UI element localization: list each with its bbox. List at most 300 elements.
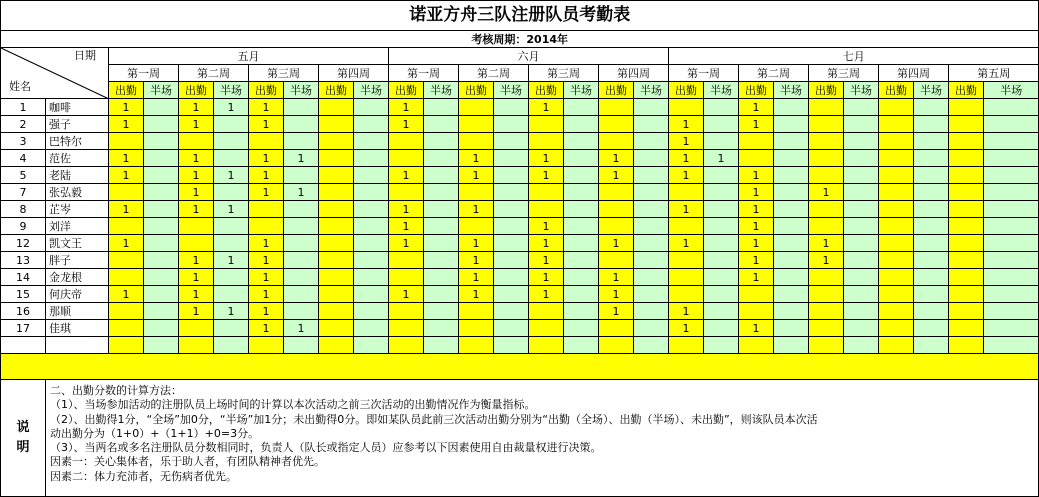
- half-cell[interactable]: [144, 320, 179, 337]
- half-cell[interactable]: [984, 167, 1039, 184]
- attend-cell[interactable]: 1: [179, 286, 214, 303]
- half-cell[interactable]: [704, 337, 739, 354]
- half-cell[interactable]: [144, 269, 179, 286]
- attend-cell[interactable]: [319, 235, 354, 252]
- half-cell[interactable]: [144, 303, 179, 320]
- half-cell[interactable]: [284, 116, 319, 133]
- attend-cell[interactable]: [179, 133, 214, 150]
- half-cell[interactable]: [284, 235, 319, 252]
- half-cell[interactable]: [214, 337, 249, 354]
- attend-cell[interactable]: [459, 303, 494, 320]
- half-cell[interactable]: [984, 99, 1039, 116]
- attend-cell[interactable]: 1: [669, 235, 704, 252]
- attend-cell[interactable]: 1: [669, 116, 704, 133]
- half-cell[interactable]: [634, 99, 669, 116]
- attend-cell[interactable]: 1: [249, 286, 284, 303]
- half-cell[interactable]: [354, 218, 389, 235]
- half-cell[interactable]: [564, 303, 599, 320]
- attend-cell[interactable]: [529, 201, 564, 218]
- half-cell[interactable]: [914, 201, 949, 218]
- attend-cell[interactable]: 1: [599, 303, 634, 320]
- attend-cell[interactable]: 1: [529, 150, 564, 167]
- half-cell[interactable]: [984, 184, 1039, 201]
- attend-cell[interactable]: [739, 150, 774, 167]
- attend-cell[interactable]: [459, 133, 494, 150]
- attend-cell[interactable]: 1: [529, 99, 564, 116]
- half-cell[interactable]: [774, 133, 809, 150]
- attend-cell[interactable]: 1: [669, 133, 704, 150]
- half-cell[interactable]: [774, 99, 809, 116]
- attend-cell[interactable]: 1: [389, 116, 424, 133]
- half-cell[interactable]: [284, 167, 319, 184]
- half-cell[interactable]: [914, 116, 949, 133]
- attend-cell[interactable]: [809, 269, 844, 286]
- half-cell[interactable]: [984, 286, 1039, 303]
- attend-cell[interactable]: [669, 184, 704, 201]
- attend-cell[interactable]: [109, 320, 144, 337]
- attend-cell[interactable]: 1: [179, 184, 214, 201]
- attend-cell[interactable]: 1: [109, 286, 144, 303]
- attend-cell[interactable]: [949, 184, 984, 201]
- half-cell[interactable]: [704, 320, 739, 337]
- half-cell[interactable]: [984, 133, 1039, 150]
- attend-cell[interactable]: [949, 286, 984, 303]
- half-cell[interactable]: [424, 303, 459, 320]
- attend-cell[interactable]: [599, 201, 634, 218]
- attend-cell[interactable]: [879, 320, 914, 337]
- attend-cell[interactable]: 1: [109, 99, 144, 116]
- half-cell[interactable]: [844, 235, 879, 252]
- half-cell[interactable]: [354, 201, 389, 218]
- attend-cell[interactable]: [109, 252, 144, 269]
- attend-cell[interactable]: [669, 252, 704, 269]
- attend-cell[interactable]: [879, 116, 914, 133]
- half-cell[interactable]: [494, 286, 529, 303]
- half-cell[interactable]: [144, 133, 179, 150]
- half-cell[interactable]: [774, 167, 809, 184]
- half-cell[interactable]: [704, 201, 739, 218]
- attend-cell[interactable]: 1: [459, 201, 494, 218]
- attend-cell[interactable]: [949, 150, 984, 167]
- half-cell[interactable]: [284, 269, 319, 286]
- half-cell[interactable]: 1: [214, 167, 249, 184]
- attend-cell[interactable]: [949, 252, 984, 269]
- half-cell[interactable]: [984, 201, 1039, 218]
- half-cell[interactable]: [704, 303, 739, 320]
- attend-cell[interactable]: [319, 320, 354, 337]
- half-cell[interactable]: [354, 150, 389, 167]
- half-cell[interactable]: [844, 116, 879, 133]
- half-cell[interactable]: [914, 269, 949, 286]
- attend-cell[interactable]: 1: [389, 201, 424, 218]
- attend-cell[interactable]: [949, 337, 984, 354]
- half-cell[interactable]: [354, 337, 389, 354]
- half-cell[interactable]: [214, 116, 249, 133]
- half-cell[interactable]: [634, 150, 669, 167]
- half-cell[interactable]: [494, 201, 529, 218]
- attend-cell[interactable]: 1: [389, 99, 424, 116]
- attend-cell[interactable]: 1: [599, 150, 634, 167]
- half-cell[interactable]: [564, 167, 599, 184]
- attend-cell[interactable]: 1: [249, 252, 284, 269]
- attend-cell[interactable]: [599, 218, 634, 235]
- attend-cell[interactable]: 1: [459, 286, 494, 303]
- attend-cell[interactable]: [669, 99, 704, 116]
- attend-cell[interactable]: [879, 252, 914, 269]
- half-cell[interactable]: [564, 269, 599, 286]
- attend-cell[interactable]: [319, 133, 354, 150]
- attend-cell[interactable]: 1: [669, 320, 704, 337]
- half-cell[interactable]: [424, 218, 459, 235]
- half-cell[interactable]: [844, 201, 879, 218]
- attend-cell[interactable]: 1: [599, 269, 634, 286]
- half-cell[interactable]: [144, 218, 179, 235]
- attend-cell[interactable]: [179, 337, 214, 354]
- half-cell[interactable]: [144, 167, 179, 184]
- attend-cell[interactable]: 1: [249, 269, 284, 286]
- attend-cell[interactable]: [809, 320, 844, 337]
- attend-cell[interactable]: 1: [739, 269, 774, 286]
- half-cell[interactable]: [144, 99, 179, 116]
- attend-cell[interactable]: 1: [669, 167, 704, 184]
- half-cell[interactable]: [144, 116, 179, 133]
- attend-cell[interactable]: 1: [179, 99, 214, 116]
- attend-cell[interactable]: [879, 269, 914, 286]
- attend-cell[interactable]: 1: [459, 235, 494, 252]
- attend-cell[interactable]: 1: [669, 201, 704, 218]
- half-cell[interactable]: [914, 303, 949, 320]
- attend-cell[interactable]: 1: [249, 184, 284, 201]
- half-cell[interactable]: [214, 235, 249, 252]
- half-cell[interactable]: [634, 320, 669, 337]
- half-cell[interactable]: [494, 133, 529, 150]
- half-cell[interactable]: [494, 269, 529, 286]
- half-cell[interactable]: [774, 252, 809, 269]
- half-cell[interactable]: [704, 286, 739, 303]
- attend-cell[interactable]: [179, 235, 214, 252]
- half-cell[interactable]: [354, 269, 389, 286]
- half-cell[interactable]: [634, 252, 669, 269]
- attend-cell[interactable]: 1: [739, 99, 774, 116]
- attend-cell[interactable]: [529, 116, 564, 133]
- half-cell[interactable]: [284, 303, 319, 320]
- half-cell[interactable]: [144, 252, 179, 269]
- half-cell[interactable]: [284, 99, 319, 116]
- half-cell[interactable]: [634, 116, 669, 133]
- half-cell[interactable]: [564, 150, 599, 167]
- attend-cell[interactable]: [669, 269, 704, 286]
- half-cell[interactable]: [914, 167, 949, 184]
- attend-cell[interactable]: [109, 303, 144, 320]
- attend-cell[interactable]: [319, 201, 354, 218]
- half-cell[interactable]: [774, 303, 809, 320]
- attend-cell[interactable]: [879, 150, 914, 167]
- attend-cell[interactable]: 1: [389, 286, 424, 303]
- attend-cell[interactable]: [809, 218, 844, 235]
- attend-cell[interactable]: 1: [249, 320, 284, 337]
- attend-cell[interactable]: 1: [249, 99, 284, 116]
- attend-cell[interactable]: 1: [599, 235, 634, 252]
- half-cell[interactable]: [774, 269, 809, 286]
- attend-cell[interactable]: [319, 269, 354, 286]
- half-cell[interactable]: [914, 286, 949, 303]
- attend-cell[interactable]: [809, 286, 844, 303]
- half-cell[interactable]: [424, 235, 459, 252]
- attend-cell[interactable]: 1: [809, 184, 844, 201]
- attend-cell[interactable]: [739, 337, 774, 354]
- half-cell[interactable]: [704, 99, 739, 116]
- attend-cell[interactable]: 1: [459, 167, 494, 184]
- half-cell[interactable]: [634, 167, 669, 184]
- attend-cell[interactable]: [529, 337, 564, 354]
- attend-cell[interactable]: 1: [389, 167, 424, 184]
- half-cell[interactable]: [704, 133, 739, 150]
- half-cell[interactable]: 1: [214, 303, 249, 320]
- half-cell[interactable]: [564, 184, 599, 201]
- attend-cell[interactable]: [879, 337, 914, 354]
- half-cell[interactable]: [704, 167, 739, 184]
- half-cell[interactable]: [704, 252, 739, 269]
- half-cell[interactable]: [844, 320, 879, 337]
- half-cell[interactable]: [214, 269, 249, 286]
- half-cell[interactable]: [424, 167, 459, 184]
- attend-cell[interactable]: [599, 252, 634, 269]
- attend-cell[interactable]: 1: [599, 286, 634, 303]
- attend-cell[interactable]: [109, 269, 144, 286]
- attend-cell[interactable]: [109, 184, 144, 201]
- half-cell[interactable]: [494, 337, 529, 354]
- attend-cell[interactable]: 1: [109, 116, 144, 133]
- attend-cell[interactable]: 1: [179, 116, 214, 133]
- half-cell[interactable]: [354, 286, 389, 303]
- attend-cell[interactable]: [319, 337, 354, 354]
- half-cell[interactable]: [564, 201, 599, 218]
- half-cell[interactable]: [354, 167, 389, 184]
- half-cell[interactable]: [214, 150, 249, 167]
- half-cell[interactable]: [984, 303, 1039, 320]
- attend-cell[interactable]: [739, 133, 774, 150]
- half-cell[interactable]: [284, 201, 319, 218]
- half-cell[interactable]: [144, 201, 179, 218]
- attend-cell[interactable]: [599, 133, 634, 150]
- attend-cell[interactable]: [599, 116, 634, 133]
- half-cell[interactable]: [844, 303, 879, 320]
- attend-cell[interactable]: [459, 218, 494, 235]
- attend-cell[interactable]: [319, 116, 354, 133]
- attend-cell[interactable]: [319, 286, 354, 303]
- attend-cell[interactable]: [879, 167, 914, 184]
- attend-cell[interactable]: 1: [179, 150, 214, 167]
- attend-cell[interactable]: 1: [529, 218, 564, 235]
- half-cell[interactable]: [984, 252, 1039, 269]
- half-cell[interactable]: [424, 269, 459, 286]
- attend-cell[interactable]: [459, 184, 494, 201]
- attend-cell[interactable]: [949, 116, 984, 133]
- attend-cell[interactable]: [319, 218, 354, 235]
- half-cell[interactable]: [494, 184, 529, 201]
- half-cell[interactable]: [914, 320, 949, 337]
- half-cell[interactable]: [564, 337, 599, 354]
- attend-cell[interactable]: [809, 201, 844, 218]
- half-cell[interactable]: [634, 303, 669, 320]
- half-cell[interactable]: [564, 116, 599, 133]
- half-cell[interactable]: [984, 235, 1039, 252]
- attend-cell[interactable]: 1: [739, 167, 774, 184]
- half-cell[interactable]: [704, 235, 739, 252]
- attend-cell[interactable]: [879, 99, 914, 116]
- attend-cell[interactable]: 1: [249, 303, 284, 320]
- attend-cell[interactable]: [529, 320, 564, 337]
- half-cell[interactable]: [424, 286, 459, 303]
- half-cell[interactable]: [704, 269, 739, 286]
- half-cell[interactable]: [844, 252, 879, 269]
- half-cell[interactable]: [774, 150, 809, 167]
- attend-cell[interactable]: 1: [739, 320, 774, 337]
- half-cell[interactable]: [284, 252, 319, 269]
- half-cell[interactable]: [494, 99, 529, 116]
- attend-cell[interactable]: [389, 184, 424, 201]
- half-cell[interactable]: [634, 218, 669, 235]
- attend-cell[interactable]: 1: [809, 252, 844, 269]
- attend-cell[interactable]: 1: [669, 150, 704, 167]
- half-cell[interactable]: [354, 320, 389, 337]
- half-cell[interactable]: [214, 320, 249, 337]
- half-cell[interactable]: [354, 235, 389, 252]
- half-cell[interactable]: [564, 99, 599, 116]
- attend-cell[interactable]: 1: [459, 150, 494, 167]
- attend-cell[interactable]: [389, 150, 424, 167]
- attend-cell[interactable]: [879, 286, 914, 303]
- half-cell[interactable]: [844, 286, 879, 303]
- attend-cell[interactable]: [179, 320, 214, 337]
- half-cell[interactable]: [914, 133, 949, 150]
- attend-cell[interactable]: [669, 337, 704, 354]
- half-cell[interactable]: [774, 337, 809, 354]
- half-cell[interactable]: [144, 184, 179, 201]
- attend-cell[interactable]: 1: [249, 116, 284, 133]
- half-cell[interactable]: [634, 337, 669, 354]
- half-cell[interactable]: [564, 252, 599, 269]
- half-cell[interactable]: [564, 235, 599, 252]
- attend-cell[interactable]: [389, 269, 424, 286]
- half-cell[interactable]: [704, 218, 739, 235]
- half-cell[interactable]: [704, 116, 739, 133]
- attend-cell[interactable]: [319, 252, 354, 269]
- half-cell[interactable]: [774, 286, 809, 303]
- attend-cell[interactable]: [949, 218, 984, 235]
- attend-cell[interactable]: [249, 337, 284, 354]
- half-cell[interactable]: [844, 184, 879, 201]
- half-cell[interactable]: 1: [214, 252, 249, 269]
- attend-cell[interactable]: [949, 235, 984, 252]
- attend-cell[interactable]: [459, 116, 494, 133]
- half-cell[interactable]: [914, 184, 949, 201]
- attend-cell[interactable]: 1: [179, 252, 214, 269]
- half-cell[interactable]: [494, 303, 529, 320]
- attend-cell[interactable]: 1: [179, 269, 214, 286]
- attend-cell[interactable]: [809, 99, 844, 116]
- half-cell[interactable]: [354, 252, 389, 269]
- half-cell[interactable]: [564, 133, 599, 150]
- half-cell[interactable]: 1: [214, 99, 249, 116]
- half-cell[interactable]: [914, 218, 949, 235]
- half-cell[interactable]: 1: [214, 201, 249, 218]
- half-cell[interactable]: [214, 218, 249, 235]
- attend-cell[interactable]: [319, 150, 354, 167]
- attend-cell[interactable]: 1: [459, 269, 494, 286]
- half-cell[interactable]: [774, 218, 809, 235]
- attend-cell[interactable]: [879, 201, 914, 218]
- half-cell[interactable]: [984, 320, 1039, 337]
- half-cell[interactable]: [984, 269, 1039, 286]
- attend-cell[interactable]: [809, 133, 844, 150]
- attend-cell[interactable]: 1: [459, 252, 494, 269]
- half-cell[interactable]: [144, 337, 179, 354]
- half-cell[interactable]: [494, 235, 529, 252]
- attend-cell[interactable]: 1: [179, 303, 214, 320]
- half-cell[interactable]: [774, 184, 809, 201]
- half-cell[interactable]: [284, 286, 319, 303]
- attend-cell[interactable]: [809, 167, 844, 184]
- half-cell[interactable]: [284, 337, 319, 354]
- attend-cell[interactable]: [529, 133, 564, 150]
- attend-cell[interactable]: [389, 133, 424, 150]
- attend-cell[interactable]: 1: [809, 235, 844, 252]
- half-cell[interactable]: [494, 320, 529, 337]
- half-cell[interactable]: [844, 167, 879, 184]
- attend-cell[interactable]: 1: [249, 167, 284, 184]
- half-cell[interactable]: [774, 201, 809, 218]
- attend-cell[interactable]: 1: [739, 218, 774, 235]
- half-cell[interactable]: [844, 150, 879, 167]
- attend-cell[interactable]: 1: [249, 150, 284, 167]
- attend-cell[interactable]: [949, 269, 984, 286]
- half-cell[interactable]: [774, 116, 809, 133]
- half-cell[interactable]: [354, 116, 389, 133]
- half-cell[interactable]: [844, 337, 879, 354]
- attend-cell[interactable]: [809, 337, 844, 354]
- half-cell[interactable]: [214, 286, 249, 303]
- attend-cell[interactable]: [389, 337, 424, 354]
- attend-cell[interactable]: [599, 320, 634, 337]
- attend-cell[interactable]: [949, 303, 984, 320]
- attend-cell[interactable]: [809, 303, 844, 320]
- half-cell[interactable]: [424, 201, 459, 218]
- attend-cell[interactable]: [599, 337, 634, 354]
- attend-cell[interactable]: 1: [109, 150, 144, 167]
- attend-cell[interactable]: [809, 116, 844, 133]
- attend-cell[interactable]: [529, 303, 564, 320]
- half-cell[interactable]: [494, 218, 529, 235]
- attend-cell[interactable]: 1: [529, 167, 564, 184]
- attend-cell[interactable]: [459, 320, 494, 337]
- half-cell[interactable]: [424, 184, 459, 201]
- attend-cell[interactable]: 1: [179, 167, 214, 184]
- attend-cell[interactable]: [459, 99, 494, 116]
- attend-cell[interactable]: [459, 337, 494, 354]
- half-cell[interactable]: [634, 184, 669, 201]
- attend-cell[interactable]: [949, 99, 984, 116]
- half-cell[interactable]: [844, 99, 879, 116]
- half-cell[interactable]: [494, 252, 529, 269]
- half-cell[interactable]: [214, 133, 249, 150]
- half-cell[interactable]: [284, 133, 319, 150]
- half-cell[interactable]: [284, 218, 319, 235]
- half-cell[interactable]: [634, 133, 669, 150]
- attend-cell[interactable]: [109, 218, 144, 235]
- attend-cell[interactable]: [599, 184, 634, 201]
- attend-cell[interactable]: 1: [739, 252, 774, 269]
